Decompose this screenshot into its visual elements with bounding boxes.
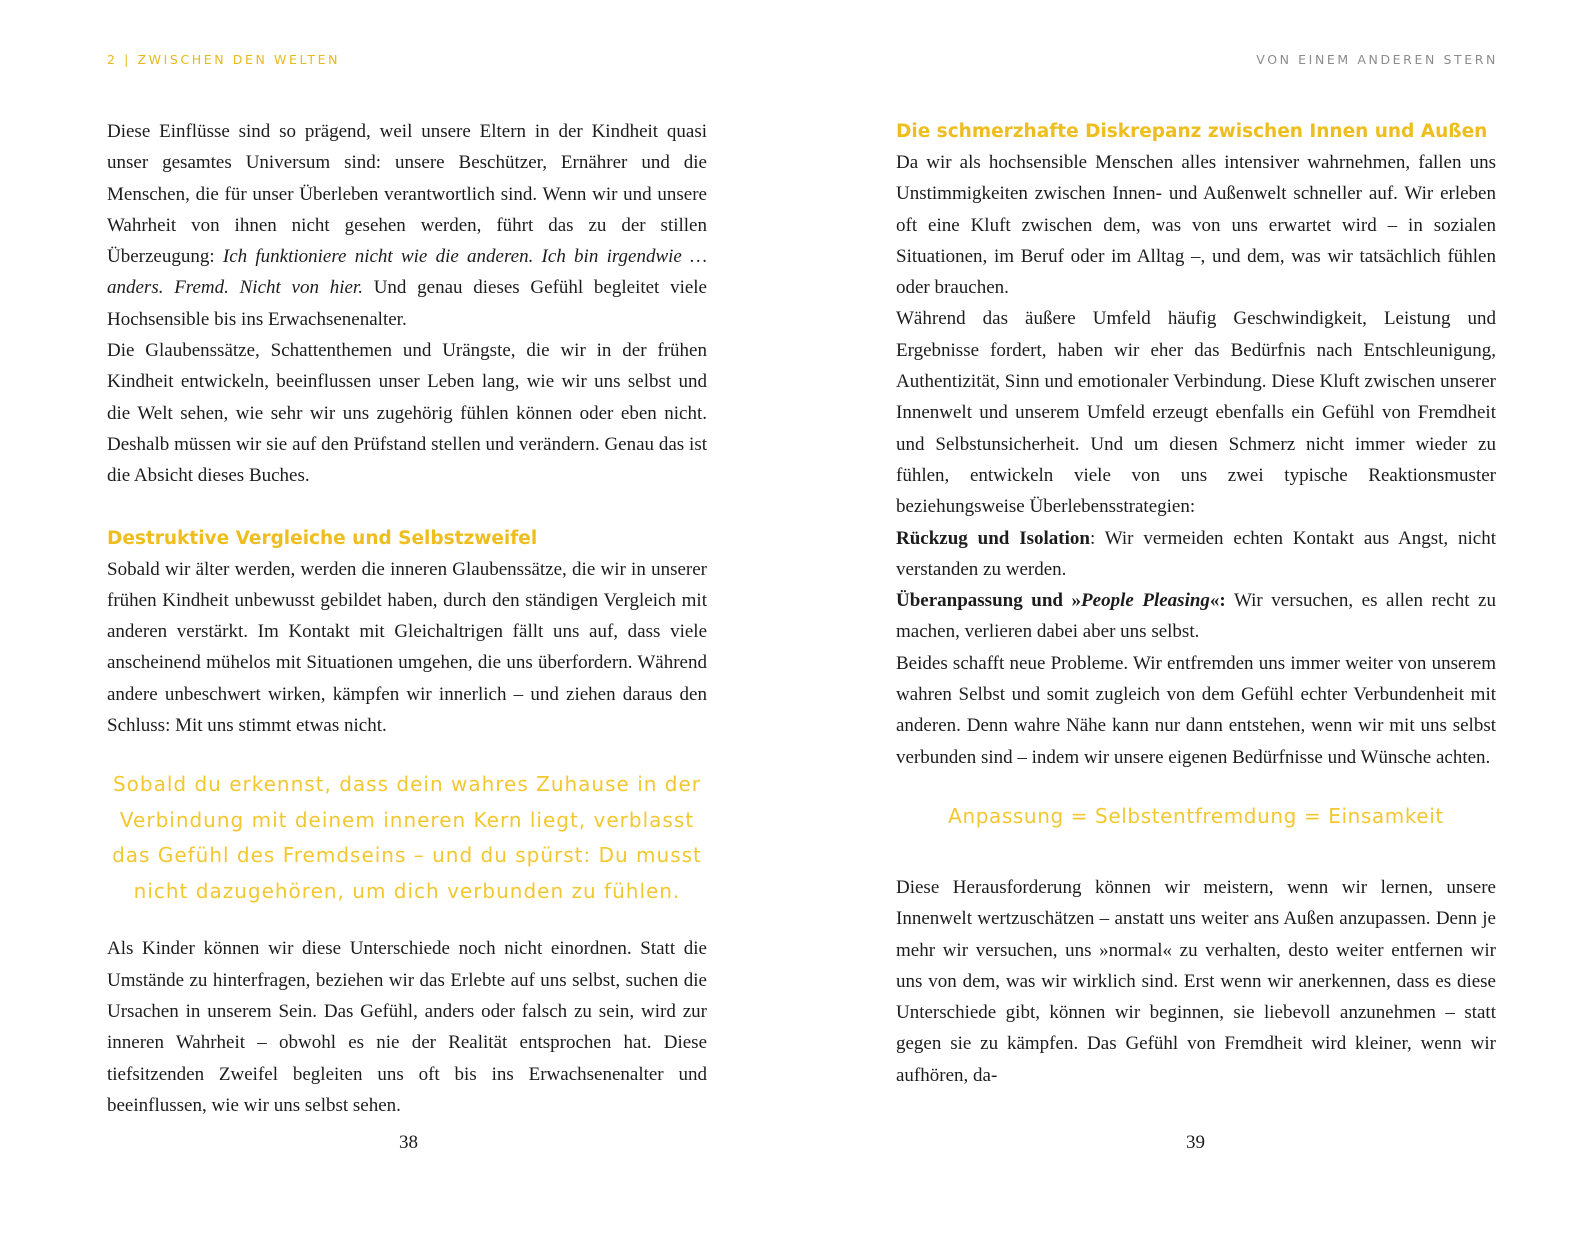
paragraph: Sobald wir älter werden, werden die inneren Glaubenssätze, die wir in unserer frühen Kindheit unbewusst gebildet haben, durch den ständigen Vergleich mit anderen verstärkt. Im Kontakt mit Gleichaltrigen fällt uns auf, dass viele anscheinend mühelos mit Situationen umgehen, die uns überfordern. Während andere unbeschwert wirken, kämpfen wir innerlich – und ziehen daraus den Schluss: Mit uns stimmt etwas nicht. — [107, 558, 707, 737]
bold-term: Rückzug und Isolation — [896, 527, 1090, 549]
paragraph — [896, 523, 1496, 586]
section-heading: Die schmerzhafte Diskrepanz zwischen Innen und Außen — [896, 121, 1488, 142]
paragraph — [896, 585, 1496, 648]
paragraph-text: Und genau dieses Gefühl begleitet viele Hochsensible bis ins Erwachsenenalter. — [107, 277, 707, 330]
paragraph-text: Diese Einflüsse sind so prägend, weil unsere Eltern in der Kindheit quasi unser gesamtes Universum sind: unsere Beschützer, Ernährer und die Menschen, die für unser Überleben verantwortlich sind. Wenn wir und unsere Wahrheit von ihnen nicht gesehen werden, führt das zu der stillen Überzeugung: — [107, 121, 707, 268]
italic-thought: Ich funktioniere nicht wie die anderen. Ich bin irgendwie … anders. Fremd. Nicht von hier. — [107, 246, 707, 299]
spacer — [107, 492, 707, 523]
bold-term-part: «: — [1209, 590, 1226, 612]
bold-term-part: Überanpassung und » — [896, 590, 1082, 612]
paragraph: Als Kinder können wir diese Unterschiede noch nicht einordnen. Statt die Umstände zu hinterfragen, beziehen wir das Erlebte auf uns selbst, suchen die Ursachen in unserem Sein. Das Gefühl, anders oder falsch zu sein, wird zur inneren Wahrheit – obwohl es nie der Realität entsprochen hat. Diese tiefsitzenden Zweifel begleiten uns oft bis ins Erwachsenenalter und beeinflussen, wie wir uns selbst sehen. — [107, 938, 707, 1116]
right-text-column — [896, 116, 1496, 1091]
paragraph: Während das äußere Umfeld häufig Geschwindigkeit, Leistung und Ergebnisse fordert, haben wir eher das Bedürfnis nach Entschleunigung, Authentizität, Sinn und emotionaler Verbindung. Diese Kluft zwischen unserer Innenwelt und unserem Umfeld erzeugt ebenfalls ein Gefühl von Fremdheit und Selbstunsicherheit. Und um diesen Schmerz nicht immer wieder zu fühlen, entwickeln viele von uns zwei typische Reaktionsmuster beziehungsweise Überlebensstrategien: — [896, 308, 1496, 518]
running-head-right: VON EINEM ANDEREN STERN — [1256, 52, 1498, 67]
paragraph — [107, 116, 707, 335]
paragraph: Die Glaubenssätze, Schattenthemen und Urängste, die wir in der frühen Kindheit entwickeln, beeinflussen unser Leben lang, wie wir uns selbst und die Welt sehen, wie sehr wir uns zugehörig fühlen können oder eben nicht. Deshalb müssen wir sie auf den Prüfstand stellen und verändern. Genau das ist die Absicht dieses Buches. — [107, 340, 707, 487]
pull-quote: Sobald du erkennst, dass dein wahres Zuhause in der Verbindung mit deinem inneren Kern liegt, verblasst das Gefühl des Fremdseins – und du spürst: Du musst nicht dazugehören, um dich verbunden zu fühlen. — [112, 772, 702, 903]
paragraph: Diese Herausforderung können wir meistern, wenn wir lernen, unsere Innenwelt wertzuschätzen – anstatt uns weiter ans Außen anzupassen. Denn je mehr wir versuchen, uns »normal« zu verhalten, desto weiter entfernen wir uns von dem, was wir wirklich sind. Erst wenn wir anerkennen, dass es diese Unterschiede gibt, können wir beginnen, sie liebevoll anzunehmen – statt gegen sie zu kämpfen. Das Gefühl von Fremdheit wird kleiner, wenn wir aufhören, da- — [896, 876, 1496, 1086]
bold-term — [896, 590, 1226, 611]
paragraph: Da wir als hochsensible Menschen alles intensiver wahrnehmen, fallen uns Unstimmigkeiten zwischen Innen- und Außenwelt schneller auf. Wir erleben oft eine Kluft zwischen dem, was von uns erwartet wird – in sozialen Situationen, im Beruf oder im Alltag –, und dem, was wir tatsächlich fühlen oder brauchen. — [896, 152, 1496, 299]
page-number-left: 38 — [399, 1132, 418, 1153]
section-heading: Destruktive Vergleiche und Selbstzweifel — [107, 527, 538, 549]
right-page — [797, 0, 1594, 1240]
paragraph-text: : Wir vermeiden echten Kontakt aus Angst, nicht verstanden zu werden. — [896, 527, 1496, 580]
bold-italic-term: People Pleasing — [1081, 590, 1210, 612]
highlight-formula: Anpassung = Selbstentfremdung = Einsamkeit — [948, 803, 1444, 828]
paragraph-text: Wir versuchen, es allen recht zu machen, verlieren dabei aber uns selbst. — [896, 590, 1496, 643]
page-number-right: 39 — [1186, 1132, 1205, 1153]
left-text-column — [107, 116, 707, 1121]
running-head-left: 2 | ZWISCHEN DEN WELTEN — [107, 52, 341, 67]
paragraph: Beides schafft neue Probleme. Wir entfremden uns immer weiter von unserem wahren Selbst und somit zugleich von dem Gefühl echter Verbundenheit mit anderen. Denn wahre Nähe kann nur dann entstehen, wenn wir mit uns selbst verbunden sind – indem wir unsere eigenen Bedürfnisse und Wünsche achten. — [896, 652, 1496, 768]
